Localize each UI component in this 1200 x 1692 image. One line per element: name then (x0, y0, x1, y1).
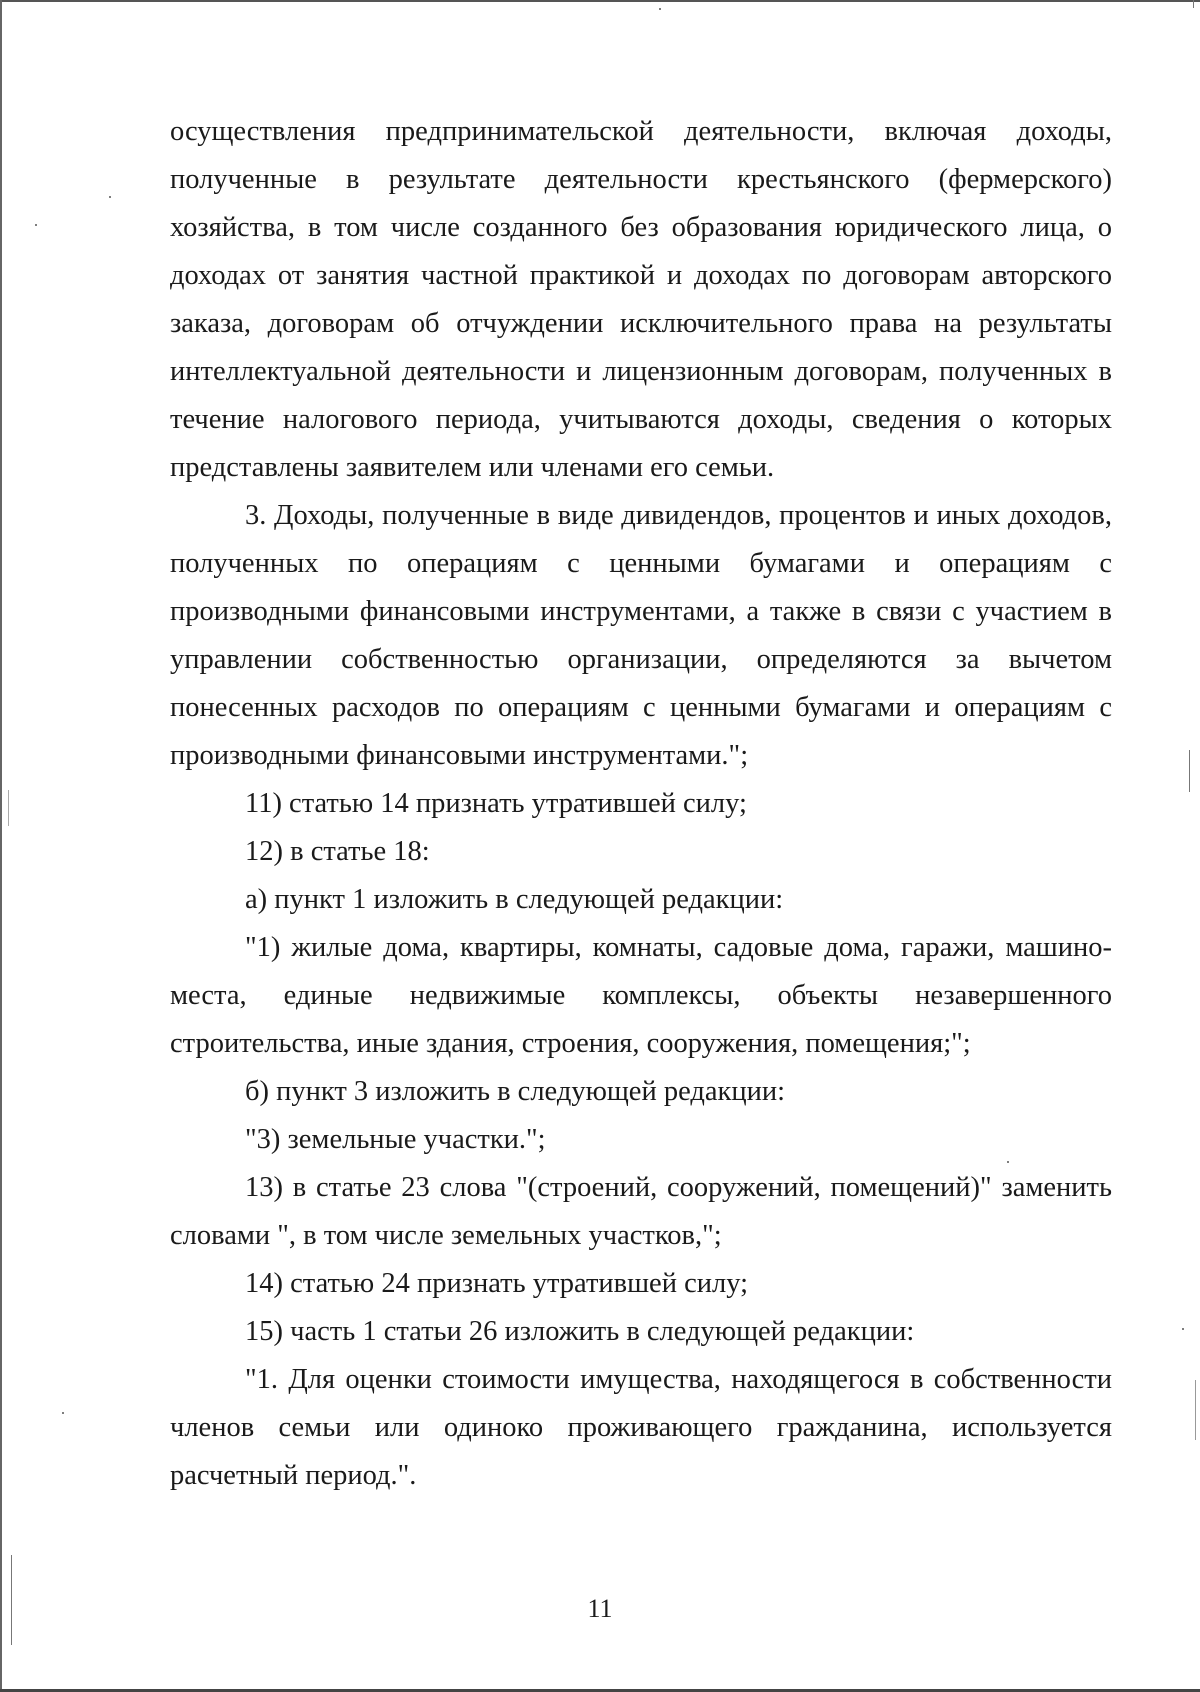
scan-speck (109, 196, 111, 198)
scan-speck (62, 1412, 64, 1414)
scan-right-mark (1193, 0, 1194, 8)
scan-top-edge (0, 0, 1200, 2)
paragraph: "1. Для оценки стоимости имущества, находящегося в собственности членов семьи или одиноко проживающего гражданина, используется расчетный период.". (170, 1364, 1112, 1491)
paragraph: 14) статью 24 признать утратившей силу; (245, 1268, 748, 1299)
paragraph: осуществления предпринимательской деятельности, включая доходы, полученные в результате деятельности крестьянского (фермерского) хозяйства, в том числе созданного без образования юридического лица, о доходах от занятия частной практикой и доходах по договорам авторского заказа, договорам об отчуждении исключительного права на результаты интеллектуальной деятельности и лицензионным договорам, полученных в течение налогового периода, учитываются доходы, сведения о которых представлены заявителем или членами его семьи. (170, 116, 1112, 483)
paragraph: а) пункт 1 изложить в следующей редакции: (245, 884, 784, 915)
paragraph: 3. Доходы, полученные в виде дивидендов, процентов и иных доходов, полученных по операциям с ценными бумагами и операциям с производными финансовыми инструментами, а также в связи с участием в управлении собственностью организации, определяются за вычетом понесенных расходов по операциям с ценными бумагами и операциям с производными финансовыми инструментами."; (170, 500, 1112, 771)
scan-speck (35, 224, 37, 226)
paragraph: б) пункт 3 изложить в следующей редакции: (245, 1076, 786, 1107)
scan-speck (1182, 1328, 1184, 1330)
scan-left-edge (0, 0, 2, 1692)
paragraph: "1) жилые дома, квартиры, комнаты, садовые дома, гаражи, машино-места, единые недвижимые комплексы, объекты незавершенного строительства, иные здания, строения, сооружения, помещения;"; (170, 932, 1112, 1059)
page-number: 11 (587, 1594, 613, 1623)
scan-speck (659, 8, 661, 10)
paragraph: 11) статью 14 признать утратившей силу; (245, 788, 747, 819)
paragraph: 15) часть 1 статьи 26 изложить в следующей редакции: (245, 1316, 915, 1347)
paragraph: 12) в статье 18: (245, 836, 430, 867)
scan-artifact-line (1195, 1380, 1196, 1440)
scan-artifact-line (8, 790, 9, 826)
paragraph: "3) земельные участки."; (245, 1124, 546, 1155)
scan-artifact-line (1189, 750, 1190, 792)
document-body (170, 108, 1112, 1500)
paragraph: 13) в статье 23 слова "(строений, сооружений, помещений)" заменить словами ", в том числе земельных участков,"; (170, 1172, 1112, 1251)
